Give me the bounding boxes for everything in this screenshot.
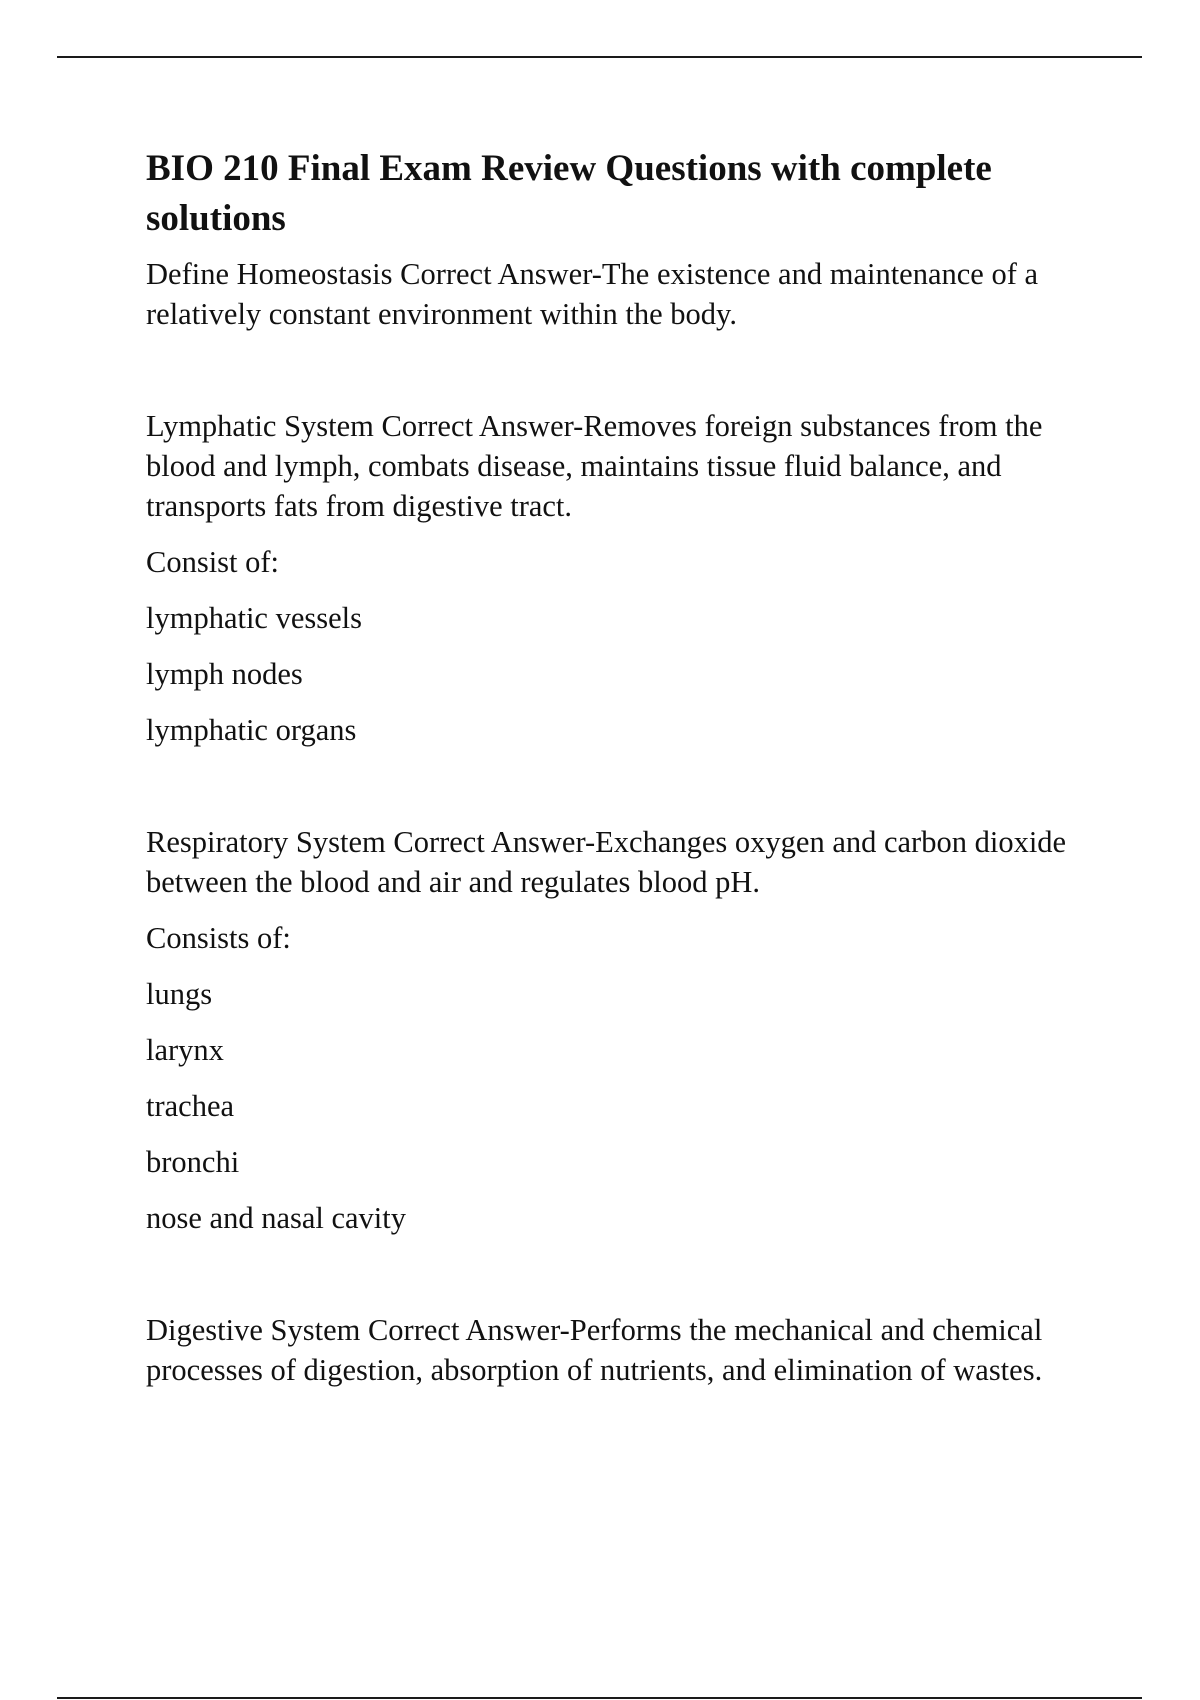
list-item: larynx [146, 1033, 224, 1067]
consists-label-respiratory: Consists of: [146, 921, 291, 955]
list-item: nose and nasal cavity [146, 1201, 407, 1235]
list-item: lungs [146, 977, 213, 1011]
answer-digestive-system: Digestive System Correct Answer-Performs the mechanical and chemical processes of digestion, absorption of nutrients, and elimination of wastes. [146, 1313, 1043, 1387]
list-item: bronchi [146, 1145, 240, 1179]
list-item: lymph nodes [146, 657, 303, 691]
answer-respiratory-system: Respiratory System Correct Answer-Exchanges oxygen and carbon dioxide between the blood and air and regulates blood pH. [146, 825, 1067, 899]
list-item: trachea [146, 1089, 235, 1123]
answer-homeostasis: Define Homeostasis Correct Answer-The existence and maintenance of a relatively constant environment within the body. [146, 257, 1039, 331]
answer-lymphatic-system: Lymphatic System Correct Answer-Removes foreign substances from the blood and lymph, combats disease, maintains tissue fluid balance, and transports fats from digestive tract. [146, 409, 1043, 523]
list-item: lymphatic organs [146, 713, 357, 747]
bottom-divider [57, 1697, 1142, 1699]
top-divider [57, 56, 1142, 58]
consists-label-lymphatic: Consist of: [146, 545, 280, 579]
list-item: lymphatic vessels [146, 601, 363, 635]
page-title: BIO 210 Final Exam Review Questions with complete solutions [146, 148, 992, 239]
document-body [146, 144, 1096, 1390]
